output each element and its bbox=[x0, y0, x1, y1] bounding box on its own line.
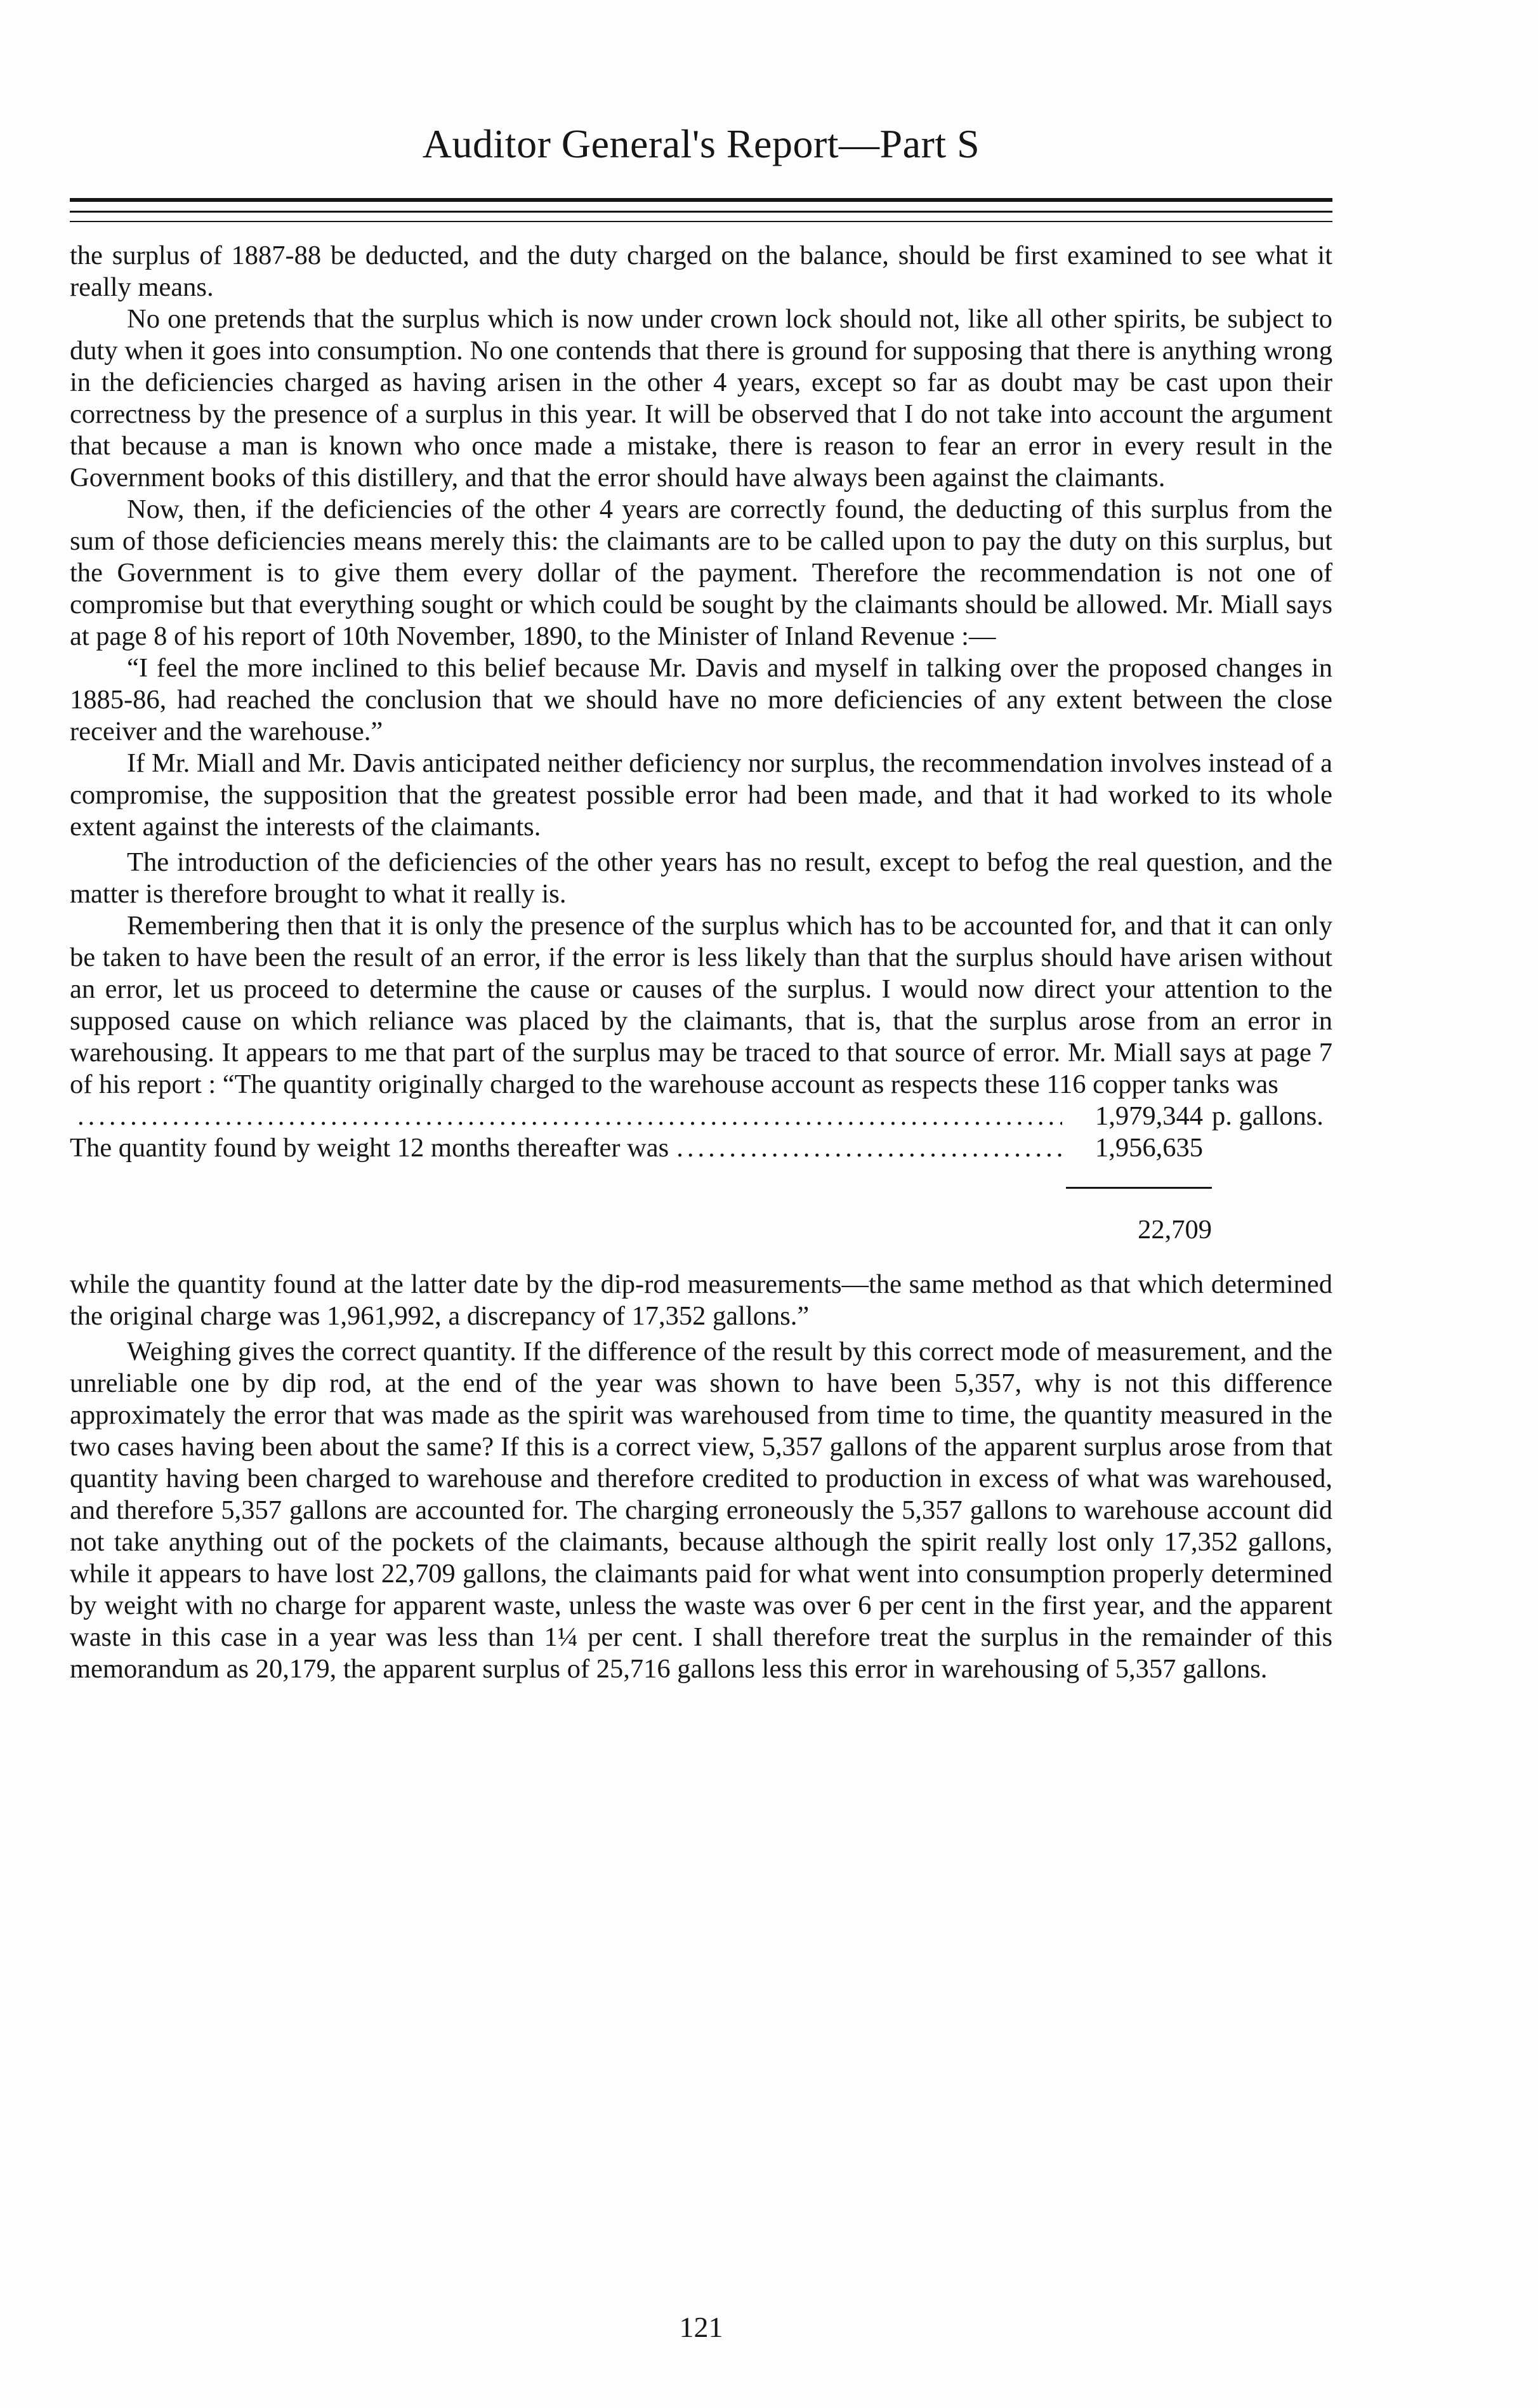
paragraph: If Mr. Miall and Mr. Davis anticipated neither deficiency nor surplus, the recommendation involves instead of a compromise, the supposition that the greatest possible error had been made, and that it had worked to its whole extent against the interests of the claimants. bbox=[70, 748, 1332, 842]
tally-weight-line bbox=[70, 1132, 1332, 1164]
block-quote: “I feel the more inclined to this belief because Mr. Davis and myself in talking over the proposed changes in 1885-86, had reached the conclusion that we should have no more deficiencies of any extent between the close receiver and the warehouse.” bbox=[70, 653, 1332, 746]
tally-charged-line bbox=[70, 1101, 1332, 1132]
paragraph: Now, then, if the deficiencies of the other 4 years are correctly found, the deducting of this surplus from the sum of those deficiencies means merely this: the claimants are to be called upon to pay the duty on this surplus, but the Government is to give them every dollar of the payment. Therefore the recommendation is not one of compromise but that everything sought or which could be sought by the claimants should be allowed. Mr. Miall says at page 8 of his report of 10th November, 1890, to the Minister of Inland Revenue :— bbox=[70, 494, 1332, 651]
paragraph: Remembering then that it is only the presence of the surplus which has to be accounted for, and that it can only be taken to have been the result of an error, if the error is less likely than that the surplus should have arisen without an error, let us proceed to determine the cause or causes of the surplus. I would now direct your attention to the supposed cause on which reliance was placed by the claimants, that is, that the surplus arose from an error in warehousing. It appears to me that part of the surplus may be traced to that source of error. Mr. Miall says at page 7 of his report : “The quantity originally charged to the warehouse account as respects these 116 copper tanks was bbox=[70, 911, 1332, 1099]
page-number: 121 bbox=[679, 2311, 723, 2343]
running-title: Auditor General's Report—Part S bbox=[422, 121, 980, 166]
header-rule bbox=[70, 198, 1332, 202]
difference-total: 22,709 bbox=[1138, 1215, 1212, 1245]
quantity-unit: p. gallons. bbox=[1212, 1101, 1324, 1131]
paragraph: while the quantity found at the latter date by the dip-rod measurements—the same method as that which determined the original charge was 1,961,992, a discrepancy of 17,352 gallons.” bbox=[70, 1269, 1332, 1331]
paragraph: No one pretends that the surplus which is now under crown lock should not, like all other spirits, be subject to duty when it goes into consumption. No one contends that there is ground for supposing that there is anything wrong in the deficiencies charged as having arisen in the other 4 years, except so far as doubt may be cast upon their correctness by the presence of a surplus in this year. It will be observed that I do not take into account the argument that because a man is known who once made a mistake, there is reason to fear an error in every result in the Government books of this distillery, and that the error should have always been against the claimants. bbox=[70, 304, 1332, 493]
paragraph: Weighing gives the correct quantity. If the difference of the result by this correct mode of measurement, and the unreliable one by dip rod, at the end of the year was shown to have been 5,357, why is not this difference approximately the error that was made as the spirit was warehoused from time to time, the quantity measured in the two cases having been about the same? If this is a correct view, 5,357 gallons of the apparent surplus arose from that quantity having been charged to warehouse and therefore credited to production in excess of what was warehoused, and therefore 5,357 gallons are accounted for. The charging erroneously the 5,357 gallons to warehouse account did not take anything out of the pockets of the claimants, because although the spirit really lost only 17,352 gallons, while it appears to have lost 22,709 gallons, the claimants paid for what went into consumption properly determined by weight with no charge for apparent waste, unless the waste was over 6 per cent in the first year, and the apparent waste in this case in a year was less than 1¼ per cent. I shall therefore treat the surplus in the remainder of this memorandum as 20,179, the apparent surplus of 25,716 gallons less this error in warehousing of 5,357 gallons. bbox=[70, 1337, 1332, 1684]
weight-quantity: 1,956,635 bbox=[1095, 1133, 1203, 1163]
weight-label: The quantity found by weight 12 months thereafter was bbox=[70, 1133, 669, 1163]
quantity-tally bbox=[70, 1101, 1332, 1246]
header-rule bbox=[70, 211, 1332, 213]
document-page bbox=[70, 0, 1332, 2408]
report-body bbox=[70, 240, 1332, 1685]
sum-rule bbox=[1066, 1187, 1212, 1189]
header-rule bbox=[70, 221, 1332, 222]
paragraph: the surplus of 1887-88 be deducted, and the duty charged on the balance, should be first examined to see what it really means. bbox=[70, 241, 1332, 302]
charged-quantity: 1,979,344 bbox=[1095, 1101, 1203, 1131]
dot-leader bbox=[77, 1101, 1062, 1132]
paragraph: The introduction of the deficiencies of the other years has no result, except to befog the real question, and the matter is therefore brought to what it really is. bbox=[70, 847, 1332, 909]
dot-leader bbox=[676, 1132, 1062, 1164]
